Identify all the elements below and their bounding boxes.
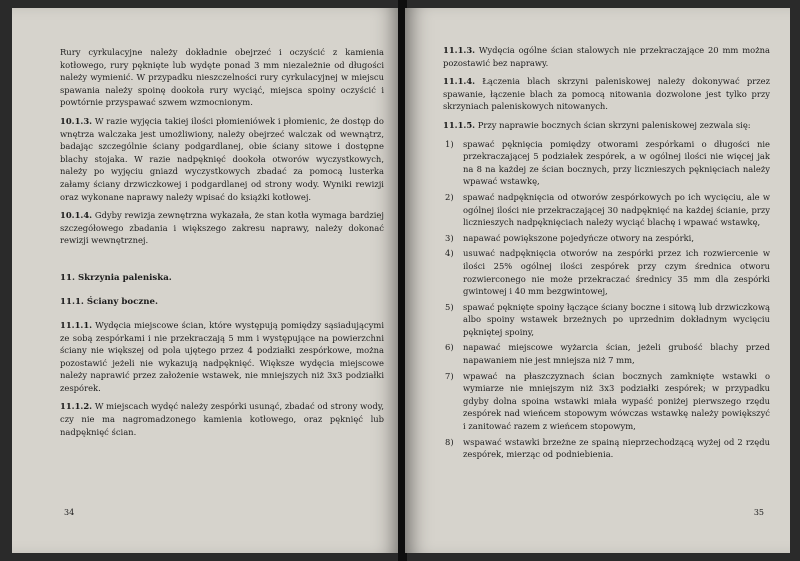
paragraph-11-1-3: 11.1.3. Wydęcia ogólne ścian stalowych nie przekraczające 20 mm można pozostawić bez naprawy. [443,45,770,68]
paragraph-11-1-5: 11.1.5. Przy naprawie bocznych ścian skrzyni paleniskowej zezwala się: [443,119,751,130]
list-item: 5) spawać pęknięte spoiny łączące ściany boczne i sitową lub drzwiczkową albo spoiny wstawek brzeżnych po uprzednim dokładnym wycięciu pękniętej spoiny, [445,301,770,337]
list-item: 2) spawać nadpęknięcia od otworów zespórkowych po ich wycięciu, ale w ogólnej ilości nie przekraczającej 30 nadpęknięć na każdej ścianie, przy licznieszych nadpęknięciach należy wyciąć blachę i wpawać wstawkę, [445,191,770,228]
list-item: 7) wpawać na płaszczyznach ścian bocznych zamknięte wstawki o wymiarze nie mniejszym niż 3x3 podziałki zespórek; w przypadku gdyby dolna spoina wstawki miała wypaść poniżej pierwszego rzędu zespórek nad wieńcem stopowym wówczas wstawkę należy powiększyć i zanitować razem z wieńcem stopowym, [445,370,770,432]
list-item: 4) usuwać nadpęknięcia otworów na zespórki przez ich rozwiercenie w ilości 25% ogólnej ilości zespórek przy czym średnica otworu rozwierconego nie może przekraczać średnicy 35 mm dla zespórki gwintowej i 40 mm bezgwintowej, [445,248,770,297]
repair-list [443,138,770,461]
paragraph-10-1-3: 10.1.3. W razie wyjęcia takiej ilości płomieniówek i płomienic, że dostęp do wnętrza walczaka jest umożliwiony, należy obejrzeć walczak od wewnątrz, badając szczególnie ściany podgardlanej, obie ściany sitowe i dostępne blachy stojaka. W razie nadpęknięć dookoła otworów wyczystkowych, należy po wyjęciu gniazd wyczystkowych zbadać za pomocą lusterka załamy ściany drzwiczkowej i podgardlanej od strony wody. Wyniki rewizji oraz wykonane naprawy należy wpisać do książki kotłowej. [60,115,384,202]
paragraph-11-1-1: 11.1.1. Wydęcia miejscowe ścian, które występują pomiędzy sąsiadującymi ze sobą zespórkami i nie przekraczają 5 mm i występujące na powierzchni ściany nie większej od pola ujętego przez 4 podziałki zespórkowe, można pozostawić jeżeli nie wykazują nadpęknięć. Większe wydęcia miejscowe należy naprawić przez założenie wstawek, nie mniejszych niż 3x3 podziałki zespórek. [60,319,384,393]
right-page [405,8,790,553]
paragraph: Rury cyrkulacyjne należy dokładnie obejrzeć i oczyścić z kamienia kotłowego, rury pęknięte lub wydęte ponad 3 mm niezależnie od długości należy wymienić. W przypadku nieszczelności rury cyrkulacyjnej w miejscu spawania należy spoinę dookoła rury wyciąć, miejsca spoiny oczyścić i powtórnie przyspawać szwem wzmocnionym. [60,47,384,108]
list-item: 8) wspawać wstawki brzeżne ze spainą nieprzechodzącą wyżej od 2 rzędu zespórek, mierząc od podniebienia. [445,436,770,460]
left-page [12,8,400,553]
list-item: 3) napawać powiększone pojedyńcze otwory na zespórki, [445,232,695,243]
list-item: 6) napawać miejscowe wyżarcia ścian, jeżeli grubość blachy przed napawaniem nie jest mniejsza niż 7 mm, [445,342,770,366]
paragraph-11-1-4: 11.1.4. Łączenia blach skrzyni paleniskowej należy dokonywać przez spawanie, łączenie blach za pomocą nitowania dozwolone jest tylko przy skrzyniach paleniskowych nitowanych. [443,76,770,112]
section-heading: 11. Skrzynia paleniska. [60,272,172,283]
paragraph-10-1-4: 10.1.4. Gdyby rewizja zewnętrzna wykazała, że stan kotła wymaga bardziej szczegółowego zbadania i większego zakresu naprawy, należy dokonać rewizji wewnętrznej. [60,210,384,246]
list-item: 1) spawać pęknięcia pomiędzy otworami zespórkami o długości nie przekraczającej 5 podziałek zespórek, a w ogólnej ilości nie więcej jak na 8 na każdej ze ścian bocznych, przy licznieszych pęknięciach należy wpawać wstawkę, [445,138,770,187]
paragraph-11-1-2: 11.1.2. W miejscach wydęć należy zespórki usunąć, zbadać od strony wody, czy nie ma nagromadzonego kamienia kotłowego, oraz pęknięć lub nadpęknięć ścian. [60,401,384,437]
page-number: 34 [64,508,75,517]
subsection-heading: 11.1. Ściany boczne. [60,296,158,307]
page-number: 35 [753,508,764,517]
